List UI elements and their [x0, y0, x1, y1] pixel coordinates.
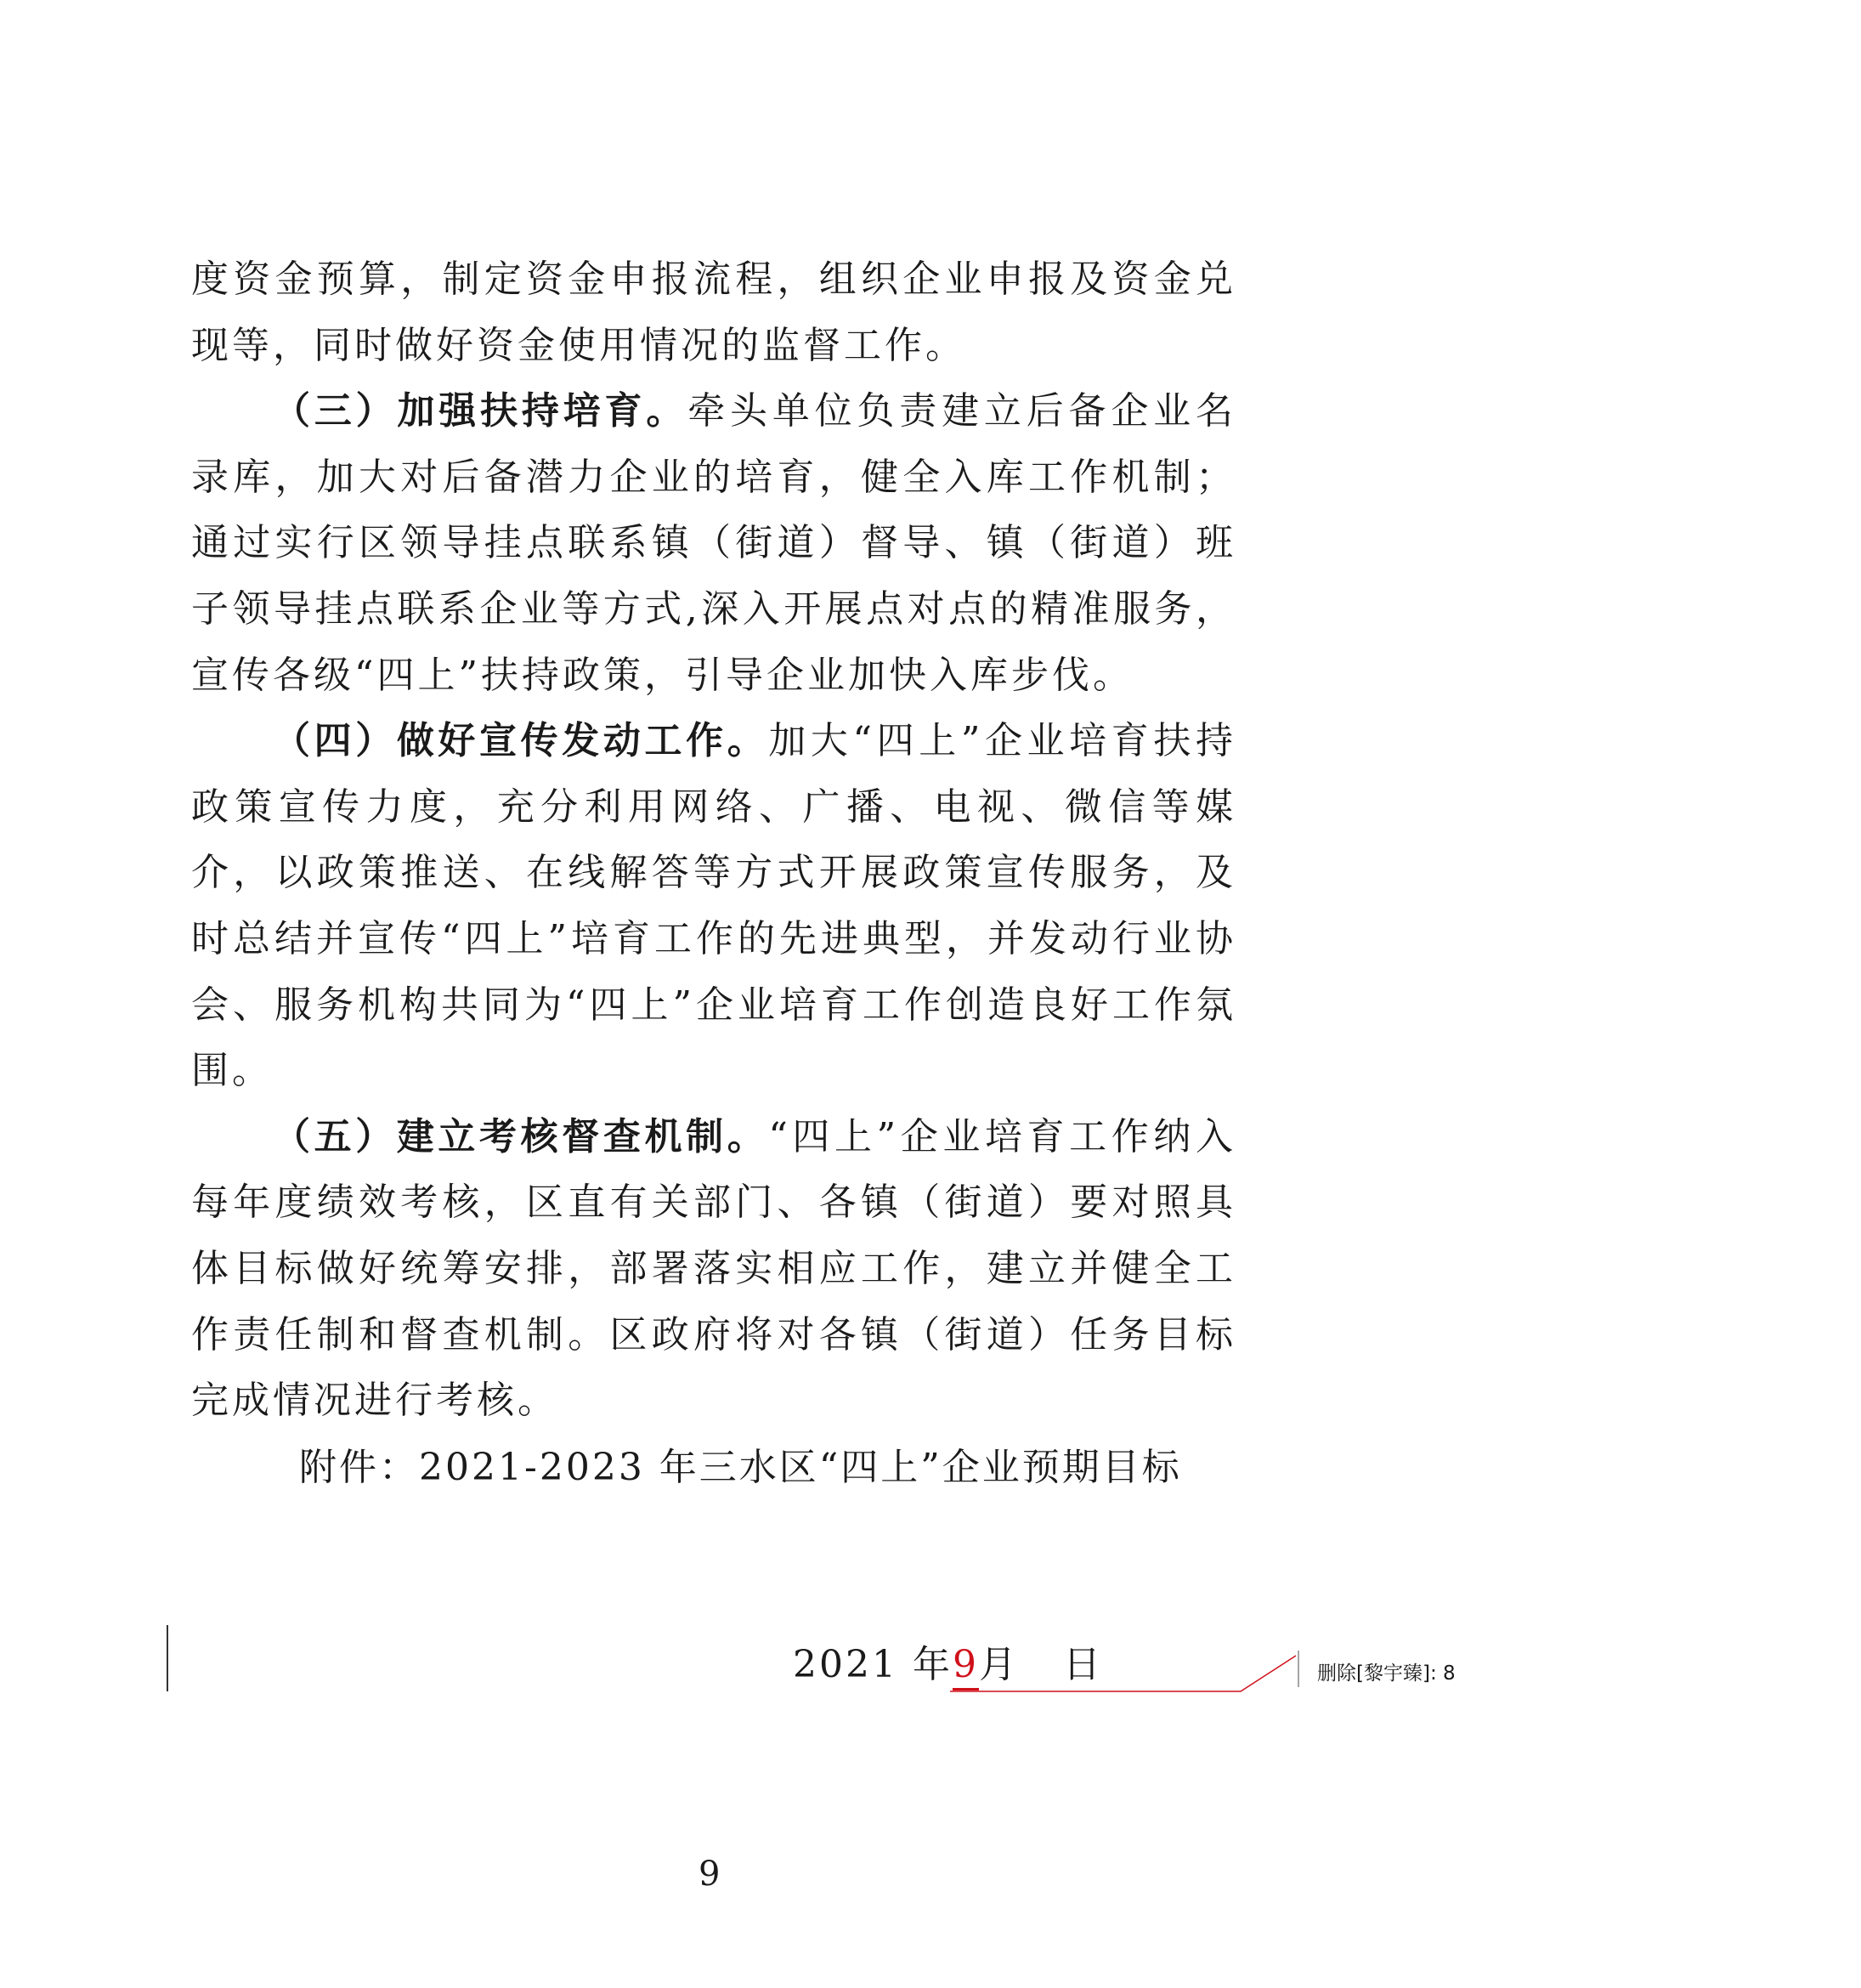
- paragraph-4: [191, 1104, 1236, 1434]
- paragraph-1: [191, 246, 1236, 378]
- date-year: 2021 年: [793, 1643, 953, 1686]
- paragraph-heading: （三）加强扶持培育。: [273, 389, 688, 433]
- date-month-inserted[interactable]: 9: [953, 1643, 979, 1691]
- paragraph-2: [191, 378, 1236, 708]
- change-bar: [167, 1625, 168, 1691]
- paragraph-text: 加大“四上”企业培育扶持政策宣传力度，充分利用网络、广播、电视、微信等媒介，以政策推送、在线解答等方式开展政策宣传服务，及时总结并宣传“四上”培育工作的先进典型，并发动行业协会、服务机构共同为“四上”企业培育工作创造良好工作氛围。: [191, 719, 1236, 1093]
- attachment-line: 附件：2021-2023 年三水区“四上”企业预期目标: [299, 1446, 1182, 1489]
- page-number: 9: [699, 1855, 721, 1894]
- paragraph-heading: （四）做好宣传发动工作。: [273, 719, 769, 763]
- date-line: [793, 1634, 1103, 1688]
- body-text: [191, 246, 1236, 1434]
- paragraph-text: 牵头单位负责建立后备企业名录库，加大对后备潜力企业的培育，健全入库工作机制；通过实行区领导挂点联系镇（街道）督导、镇（街道）班子领导挂点联系企业等方式,深入开展点对点的精准服务，宣传各级“四上”扶持政策，引导企业加快入库步伐。: [191, 389, 1237, 697]
- paragraph-heading: （五）建立考核督查机制。: [273, 1114, 769, 1158]
- paragraph-3: [191, 708, 1236, 1104]
- revision-comment-balloon[interactable]: 删除[黎宇臻]: 8: [1317, 1662, 1456, 1685]
- date-day: 日: [1062, 1643, 1103, 1686]
- date-month: 月: [978, 1643, 1019, 1686]
- paragraph-text: 度资金预算，制定资金申报流程，组织企业申报及资金兑现等，同时做好资金使用情况的监督工作。: [191, 258, 1236, 367]
- paragraph-text: “四上”企业培育工作纳入每年度绩效考核，区直有关部门、各镇（街道）要对照具体目标做好统筹安排，部署落实相应工作，建立并健全工作责任制和督查机制。区政府将对各镇（街道）任务目标完成情况进行考核。: [191, 1114, 1236, 1423]
